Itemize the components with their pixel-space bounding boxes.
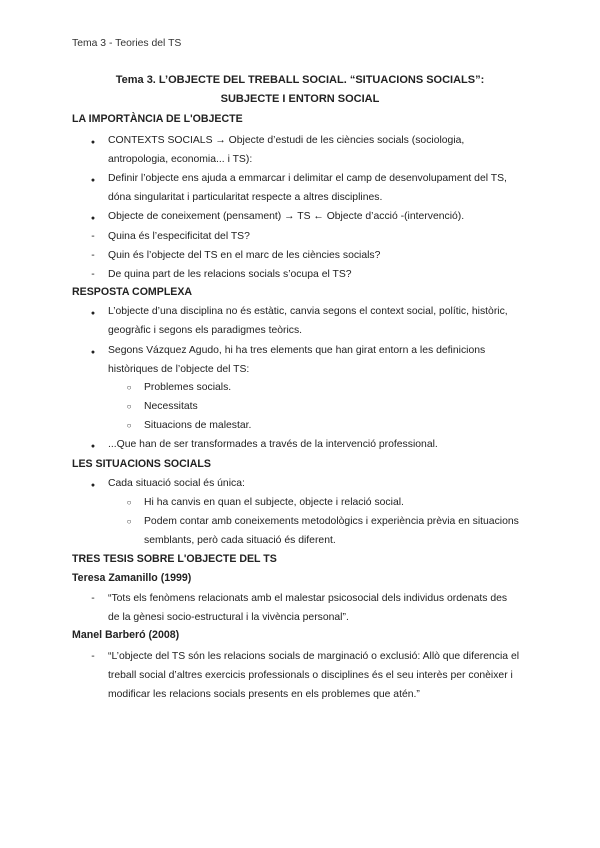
page-header: Tema 3 - Teories del TS xyxy=(72,38,182,49)
list-item: Quina és l’especificitat del TS? xyxy=(108,231,250,242)
quote: “L’objecte del TS són les relacions socials de marginació o exclusió: Allò que diferencia el treball social d’altres exercicis professionals o disciplines és el seu interès per conèixer i modificar les relacions socials presents en els problemes que atén.” xyxy=(108,651,520,700)
list-item: L’objecte d’una disciplina no és estàtic, canvia segons el context social, polític, històric, geogràfic i segons els paradigmes teòrics. xyxy=(108,306,508,336)
list-item: ...Que han de ser transformades a través de la intervenció professional. xyxy=(108,439,438,450)
bullet-icon xyxy=(88,209,98,229)
bullet-icon xyxy=(88,133,98,153)
list-item: Objecte de coneixement (pensament) → TS ← Objecte d’acció -(intervenció). xyxy=(108,211,465,222)
section-heading-situacions: LES SITUACIONS SOCIALS xyxy=(72,458,211,470)
list-item: Quin és l’objecte del TS en el marc de les ciències socials? xyxy=(108,250,381,261)
section-heading-importancia: LA IMPORTÀNCIA DE L'OBJECTE xyxy=(72,113,243,125)
dash-icon xyxy=(88,647,98,666)
bullet-icon xyxy=(88,476,98,496)
quote: “Tots els fenòmens relacionats amb el malestar psicosocial dels individus ordenats des de la gènesi socio-estructural i la vivència personal”. xyxy=(108,593,508,623)
list-item: Problemes socials. xyxy=(144,382,232,393)
circle-bullet-icon xyxy=(124,494,134,513)
bullet-icon xyxy=(88,343,98,363)
circle-bullet-icon xyxy=(124,513,134,532)
circle-bullet-icon xyxy=(124,398,134,417)
dash-icon xyxy=(88,227,98,246)
document-title-line-2: SUBJECTE I ENTORN SOCIAL xyxy=(220,93,380,105)
document-title-line-1: Tema 3. L’OBJECTE DEL TREBALL SOCIAL. “SITUACIONS SOCIALS”: xyxy=(115,74,485,86)
list-item: Necessitats xyxy=(144,401,198,412)
list-item: Situacions de malestar. xyxy=(144,420,252,431)
author-zamanillo: Teresa Zamanillo (1999) xyxy=(72,572,192,584)
section-heading-resposta: RESPOSTA COMPLEXA xyxy=(72,286,193,298)
list-item: Podem contar amb coneixements metodològics i experiència prèvia en situacions semblants, però cada situació és diferent. xyxy=(144,516,519,546)
circle-bullet-icon xyxy=(124,379,134,398)
dash-icon xyxy=(88,246,98,265)
list-item: Cada situació social és única: xyxy=(108,478,245,489)
list-item: Definir l’objecte ens ajuda a emmarcar i delimitar el camp de desenvolupament del TS, dóna singularitat i particularitat respecte a altres disciplines. xyxy=(108,173,507,203)
dash-icon xyxy=(88,589,98,608)
bullet-icon xyxy=(88,437,98,457)
section-heading-tesis: TRES TESIS SOBRE L'OBJECTE DEL TS xyxy=(72,553,277,565)
bullet-icon xyxy=(88,171,98,191)
dash-icon xyxy=(88,265,98,284)
list-item: CONTEXTS SOCIALS → Objecte d’estudi de les ciències socials (sociologia, antropologia, economia... i TS): xyxy=(108,135,465,165)
circle-bullet-icon xyxy=(124,417,134,436)
author-barbero: Manel Barberó (2008) xyxy=(72,629,180,641)
list-item: De quina part de les relacions socials s’ocupa el TS? xyxy=(108,269,352,280)
list-item: Hi ha canvis en quan el subjecte, objecte i relació social. xyxy=(144,497,404,508)
list-item: Segons Vázquez Agudo, hi ha tres elements que han girat entorn a les definicions històriques de l’objecte del TS: xyxy=(108,345,486,375)
bullet-icon xyxy=(88,304,98,324)
